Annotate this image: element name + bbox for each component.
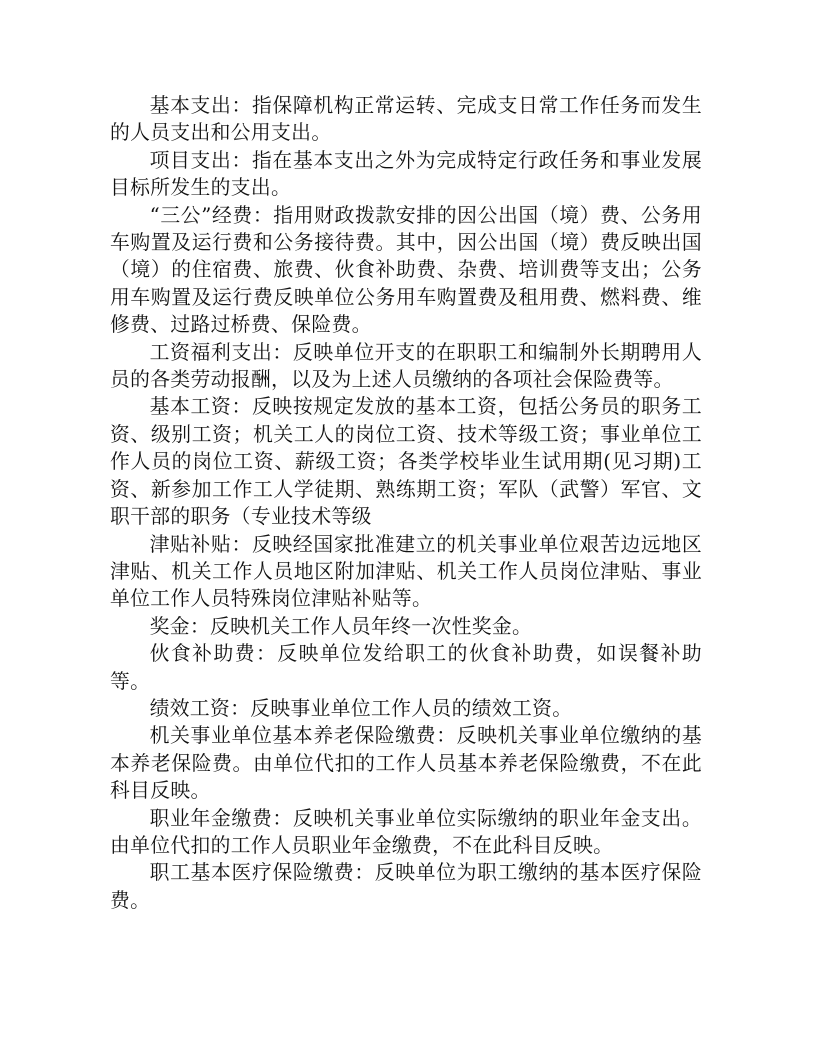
document-body xyxy=(110,92,702,914)
paragraph-allowances: 津贴补贴：反映经国家批准建立的机关事业单位艰苦边远地区津贴、机关工作人员地区附加津贴、机关工作人员岗位津贴、事业单位工作人员特殊岗位津贴补贴等。 xyxy=(110,532,702,611)
paragraph-medical-insurance: 职工基本医疗保险缴费：反映单位为职工缴纳的基本医疗保险费。 xyxy=(110,861,702,912)
paragraph-basic-expenditure: 基本支出：指保障机构正常运转、完成支日常工作任务而发生的人员支出和公用支出。 xyxy=(110,94,702,145)
paragraph-salary-welfare: 工资福利支出：反映单位开支的在职职工和编制外长期聘用人员的各类劳动报酬，以及为上述人员缴纳的各项社会保险费等。 xyxy=(110,340,702,392)
paragraph-project-expenditure: 项目支出：指在基本支出之外为完成特定行政任务和事业发展目标所发生的支出。 xyxy=(110,148,702,200)
paragraph-pension-insurance: 机关事业单位基本养老保险缴费：反映机关事业单位缴纳的基本养老保险费。由单位代扣的工作人员基本养老保险缴费，不在此科目反映。 xyxy=(110,724,702,803)
paragraph-basic-salary: 基本工资：反映按规定发放的基本工资，包括公务员的职务工资、级别工资；机关工人的岗位工资、技术等级工资；事业单位工作人员的岗位工资、薪级工资；各类学校毕业生试用期(见习期)工资、新参加工作工人学徒期、熟练期工资；军队（武警）军官、文职干部的职务（专业技术等级 xyxy=(110,395,702,529)
paragraph-meal-subsidy: 伙食补助费：反映单位发给职工的伙食补助费，如误餐补助等。 xyxy=(110,642,702,693)
paragraph-occupational-annuity: 职业年金缴费：反映机关事业单位实际缴纳的职业年金支出。由单位代扣的工作人员职业年金缴费，不在此科目反映。 xyxy=(110,806,702,857)
paragraph-bonus: 奖金：反映机关工作人员年终一次性奖金。 xyxy=(149,614,533,638)
paragraph-three-public-expenses: “三公”经费：指用财政拨款安排的因公出国（境）费、公务用车购置及运行费和公务接待费。其中，因公出国（境）费反映出国（境）的住宿费、旅费、伙食补助费、杂费、培训费等支出；公务用车购置及运行费反映单位公务用车购置费及租用费、燃料费、维修费、过路过桥费、保险费。 xyxy=(110,203,702,337)
paragraph-performance-salary: 绩效工资：反映事业单位工作人员的绩效工资。 xyxy=(149,696,573,720)
